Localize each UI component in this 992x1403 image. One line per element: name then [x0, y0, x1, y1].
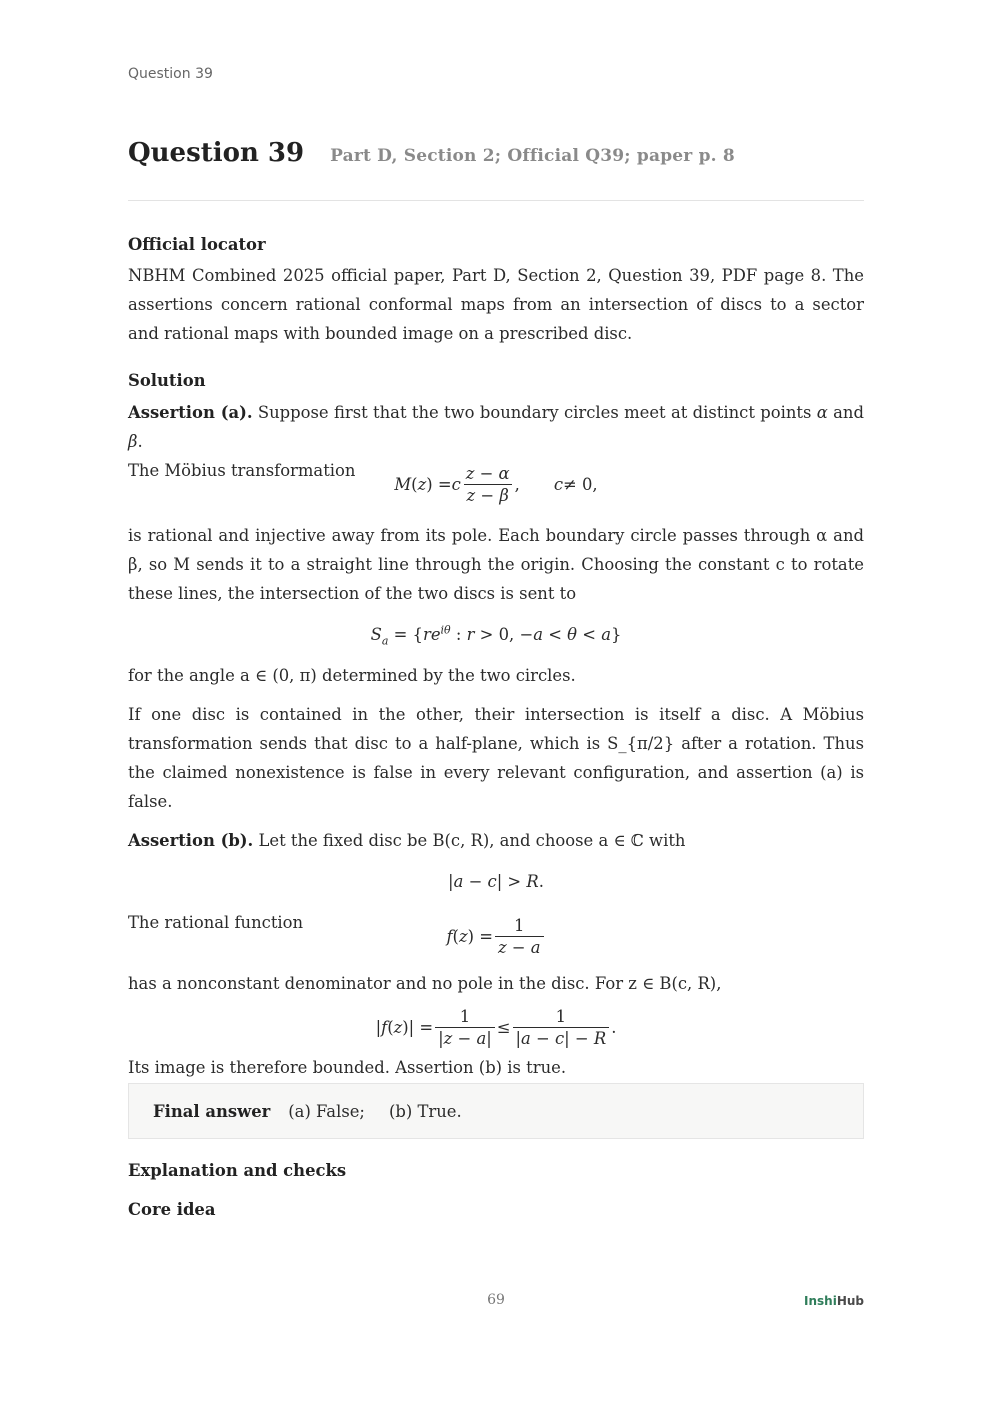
core-idea-heading: Core idea	[128, 1200, 216, 1219]
locator-text: NBHM Combined 2025 official paper, Part D, Section 2, Question 39, PDF page 8. The assertions concern rational conformal maps from an intersection of discs to a sector and rational maps with bounded image on a prescribed disc.	[128, 266, 864, 343]
running-header: Question 39	[128, 66, 213, 82]
final-answer-b: (b) True.	[388, 1101, 462, 1121]
solution-heading: Solution	[128, 371, 206, 390]
assertion-a-label: Assertion (a).	[128, 403, 253, 422]
content	[128, 230, 864, 1082]
assertion-a-p2: is rational and injective away from its pole. Each boundary circle passes through α and β, so M sends it to a straight line through the origin. Choosing the constant c to rotate these lines, the intersection of the two discs is sent to	[128, 526, 864, 603]
mobius-formula: M ( z ) = c $\frac{z - \alpha}{z - \beta}$ , c ≠ 0,	[394, 464, 598, 505]
disc-condition: |a − c| > R.	[448, 872, 544, 891]
assertion-b-p2: The rational function	[128, 913, 304, 932]
assertion-b-text: Let the fixed disc be B(c, R), and choose a ∈ ℂ with	[258, 831, 686, 850]
assertion-b-p3: has a nonconstant denominator and no pole in the disc. For z ∈ B(c, R),	[128, 974, 722, 993]
page-number: 69	[487, 1292, 505, 1308]
function-formula: f ( z ) = $\frac{1}{z - a}$	[128, 915, 864, 965]
assertion-b-intro	[128, 826, 864, 855]
assertion-b-label: Assertion (b).	[128, 831, 254, 850]
assertion-a-text: Suppose first that the two boundary circles meet at distinct points	[257, 403, 812, 422]
assertion-b-p4: Its image is therefore bounded. Assertion (b) is true.	[128, 1058, 567, 1077]
assertion-a-p4: If one disc is contained in the other, their intersection is itself a disc. A Möbius transformation sends that disc to a half-plane, which is S_{π/2} after a rotation. Thus the claimed nonexistence is false in every relevant configuration, and assertion (a) is false.	[128, 705, 864, 811]
brand-logo	[804, 1294, 864, 1308]
brand-part2: Hub	[836, 1294, 864, 1308]
final-answer-label: Final answer	[153, 1101, 271, 1121]
bound-formula: | f ( z )| = $\frac{1}{|z - a|}$ ≤ $\frac{1}{|a - c| - R}$ .	[375, 1007, 617, 1048]
final-answer-box	[128, 1083, 864, 1139]
title-divider	[128, 200, 864, 201]
final-answer-a: (a) False;	[288, 1101, 365, 1121]
locator-heading: Official locator	[128, 235, 266, 254]
assertion-a-intro	[128, 398, 864, 456]
assertion-a-points: α and β.	[128, 403, 864, 451]
mobius-intro: The Möbius transformation	[128, 461, 356, 480]
explanation-heading: Explanation and checks	[128, 1161, 347, 1180]
sector-formula: $S_a = \{re^{i\theta}$ : r > 0, −a < θ < a}	[370, 623, 622, 648]
assertion-a-p3: for the angle a ∈ (0, π) determined by the two circles.	[128, 666, 576, 685]
title-row	[128, 138, 864, 168]
brand-part1: Inshi	[804, 1294, 837, 1308]
question-meta: Part D, Section 2; Official Q39; paper p. 8	[330, 146, 735, 166]
question-title: Question 39	[128, 138, 305, 168]
